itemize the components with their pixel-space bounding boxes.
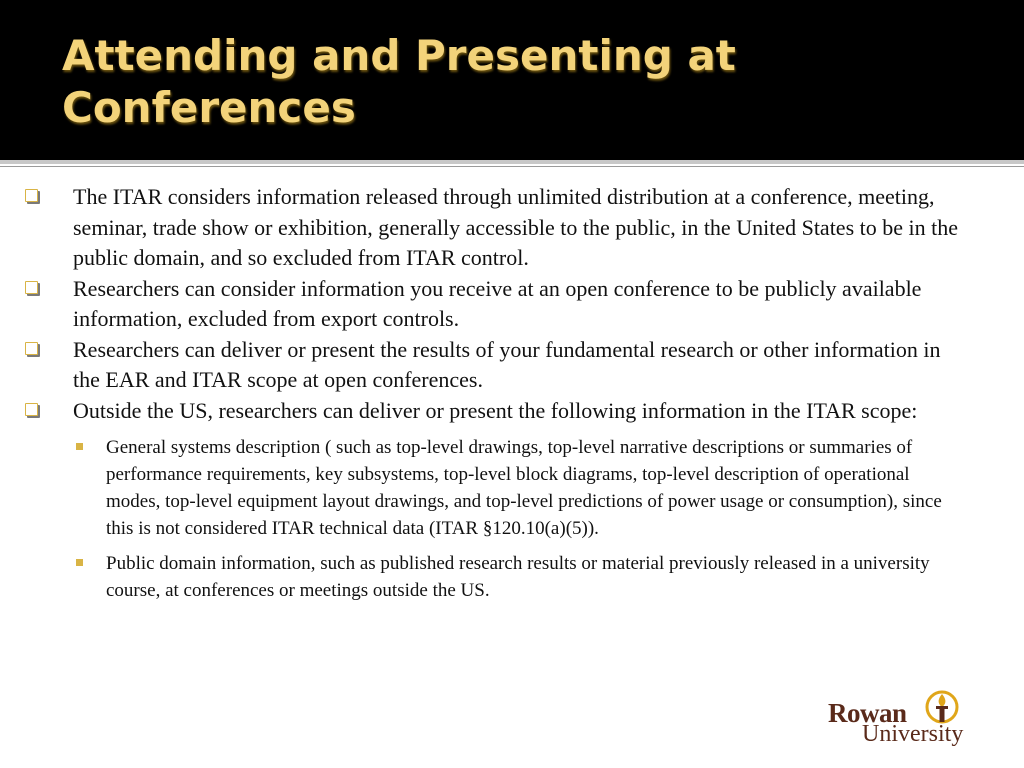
logo-text-university: University (862, 721, 964, 747)
sub-bullet-text: Public domain information, such as published research results or material previously released in a university course, at conferences or meetings outside the US. (106, 553, 930, 601)
bullet-text: The ITAR considers information released through unlimited distribution at a conference, meeting, seminar, trade show or exhibition, generally accessible to the public, in the United States to be in the public domain, and so excluded from ITAR control. (73, 184, 958, 270)
slide-title: Attending and Presenting at Conferences (62, 31, 736, 132)
checkbox-bullet-icon (25, 403, 38, 416)
rowan-university-logo (828, 688, 998, 750)
square-bullet-icon (76, 443, 83, 450)
bullet-item (0, 182, 1000, 274)
bullet-text: Researchers can deliver or present the results of your fundamental research or other information in the EAR and ITAR scope at open conferences. (73, 336, 941, 392)
bullet-text: Outside the US, researchers can deliver or present the following information in the ITAR scope: (73, 397, 918, 423)
title-divider-thin (0, 166, 1024, 167)
sub-bullet-text: General systems description ( such as top-level drawings, top-level narrative descriptions or summaries of performance requirements, key subsystems, top-level block diagrams, top-level description of operational modes, top-level equipment layout drawings, and top-level predictions of power usage or consumption), since this is not considered ITAR technical data (ITAR §120.10(a)(5)). (106, 437, 942, 539)
square-bullet-icon (76, 559, 83, 566)
slide-body (0, 182, 1000, 604)
bullet-item (0, 274, 1000, 335)
checkbox-bullet-icon (25, 281, 38, 294)
sub-bullet-item (0, 550, 1000, 604)
logo-text-rowan: Rowan (828, 698, 907, 728)
checkbox-bullet-icon (25, 189, 38, 202)
bullet-item (0, 396, 1000, 427)
bullet-item (0, 335, 1000, 396)
sub-bullet-item (0, 434, 1000, 542)
title-bar (0, 0, 1024, 160)
bullet-text: Researchers can consider information you receive at an open conference to be publicly available information, excluded from export controls. (73, 275, 922, 331)
checkbox-bullet-icon (25, 342, 38, 355)
torch-icon (924, 690, 960, 724)
title-divider (0, 160, 1024, 164)
